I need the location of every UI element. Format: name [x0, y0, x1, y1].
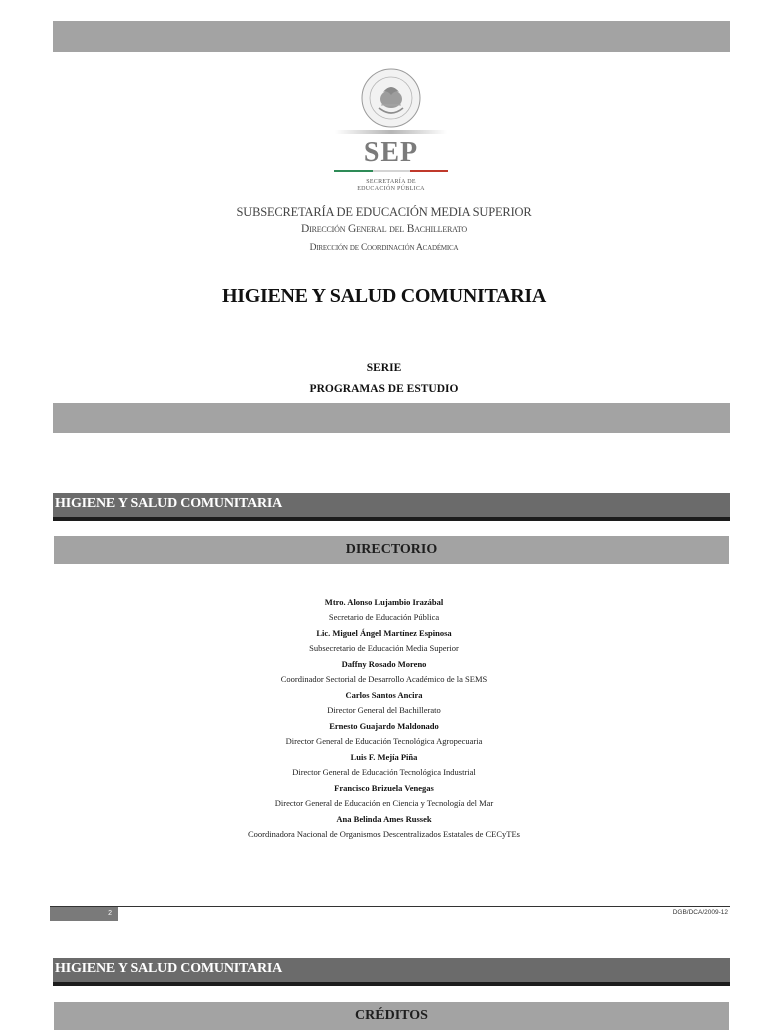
bottom-banner-bar — [53, 403, 730, 433]
directory-name: Daffny Rosado Moreno — [341, 659, 427, 669]
directory-role: Coordinador Sectorial de Desarrollo Académico de la SEMS — [280, 674, 488, 684]
directorio-heading: DIRECTORIO — [54, 536, 729, 564]
creditos-heading: CRÉDITOS — [54, 1002, 729, 1030]
sep-subtitle-line1: SECRETARÍA DE — [366, 179, 416, 185]
directory-name: Ernesto Guajardo Maldonado — [329, 721, 439, 731]
document-title: HIGIENE Y SALUD COMUNITARIA — [222, 285, 546, 307]
footer-document-code: DGB/DCA/2009-12 — [672, 909, 728, 916]
directory-name: Luis F. Mejía Piña — [350, 752, 418, 762]
directory-name: Mtro. Alonso Lujambio Irazábal — [324, 597, 444, 607]
flag-line-green — [334, 170, 373, 172]
directory-role: Coordinadora Nacional de Organismos Descentralizados Estatales de CECyTEs — [247, 829, 520, 839]
directory-role: Director General de Educación Tecnológica Agropecuaria — [285, 736, 483, 746]
subsecretaria-heading: SUBSECRETARÍA DE EDUCACIÓN MEDIA SUPERIOR — [236, 205, 532, 219]
footer-rule — [50, 906, 730, 907]
sep-logo-text: SEP — [363, 137, 419, 168]
directory-role: Director General de Educación en Ciencia y Tecnología del Mar — [274, 798, 494, 808]
directory-name: Francisco Brizuela Venegas — [334, 783, 434, 793]
seal-shadow — [335, 130, 447, 134]
direccion-coordinacion-heading: Dirección de Coordinación Académica — [309, 243, 459, 253]
coat-of-arms-seal-icon — [361, 68, 421, 128]
running-header-rule — [53, 517, 730, 521]
directory-role: Director General de Educación Tecnológica Industrial — [292, 767, 476, 777]
footer-page-number: 2 — [50, 907, 118, 921]
flag-line-white — [373, 170, 410, 172]
directory-name: Lic. Miguel Ángel Martínez Espinosa — [316, 628, 452, 638]
directory-role: Subsecretario de Educación Media Superior — [309, 643, 459, 653]
flag-line-red — [410, 170, 448, 172]
serie-label: SERIE — [366, 362, 402, 374]
serie-name: PROGRAMAS DE ESTUDIO — [309, 383, 459, 395]
directory-name: Carlos Santos Ancira — [345, 690, 423, 700]
sep-subtitle-line2: EDUCACIÓN PÚBLICA — [357, 186, 425, 192]
directory-role: Director General del Bachillerato — [327, 705, 441, 715]
directory-name: Ana Belinda Ames Russek — [336, 814, 432, 824]
top-banner-bar — [53, 21, 730, 52]
directory-role: Secretario de Educación Pública — [328, 612, 440, 622]
running-header-rule — [53, 982, 730, 986]
running-header: HIGIENE Y SALUD COMUNITARIA — [53, 958, 730, 982]
direccion-general-heading: Dirección General del Bachillerato — [301, 223, 467, 235]
running-header: HIGIENE Y SALUD COMUNITARIA — [53, 493, 730, 517]
